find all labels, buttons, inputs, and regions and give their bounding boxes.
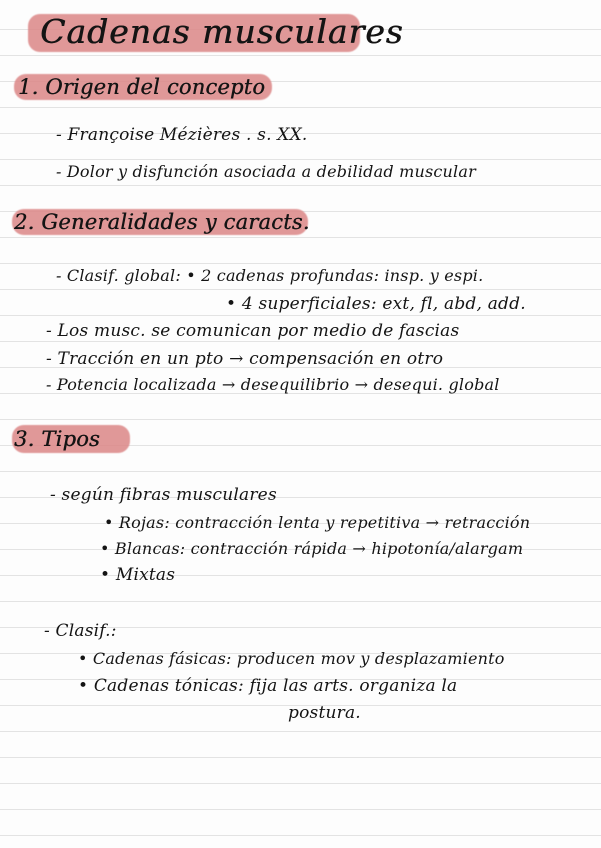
section-3-line-4: • Mixtas <box>100 565 176 585</box>
section-3-line-7: • Cadenas tónicas: fija las arts. organiza la <box>78 676 458 696</box>
section-2-line-4: - Tracción en un pto → compensación en otro <box>46 349 444 369</box>
section-3-line-2: • Rojas: contracción lenta y repetitiva → retracción <box>104 513 531 532</box>
section-2-line-1: - Clasif. global: • 2 cadenas profundas: insp. y espi. <box>56 266 484 285</box>
section-2-line-3: - Los musc. se comunican por medio de fascias <box>46 321 460 341</box>
page-title: Cadenas musculares <box>40 12 404 51</box>
section-3-line-5: - Clasif.: <box>44 621 117 641</box>
section-2-line-2: • 4 superficiales: ext, fl, abd, add. <box>226 294 526 314</box>
section-3-line-6: • Cadenas fásicas: producen mov y desplazamiento <box>78 649 505 668</box>
section-3-line-3: • Blancas: contracción rápida → hipotonía/alargam <box>100 539 524 558</box>
section-2-heading: 2. Generalidades y caracts. <box>14 210 310 234</box>
section-1-line-2: - Dolor y disfunción asociada a debilidad muscular <box>56 162 476 181</box>
section-2-line-5: - Potencia localizada → desequilibrio → desequi. global <box>46 375 500 394</box>
section-3-line-1: - según fibras musculares <box>50 485 277 505</box>
section-1-heading: 1. Origen del concepto <box>18 75 266 99</box>
section-3-heading: 3. Tipos <box>14 427 100 451</box>
section-3-line-8: postura. <box>288 703 361 723</box>
section-1-line-1: - Françoise Mézières . s. XX. <box>56 125 308 145</box>
